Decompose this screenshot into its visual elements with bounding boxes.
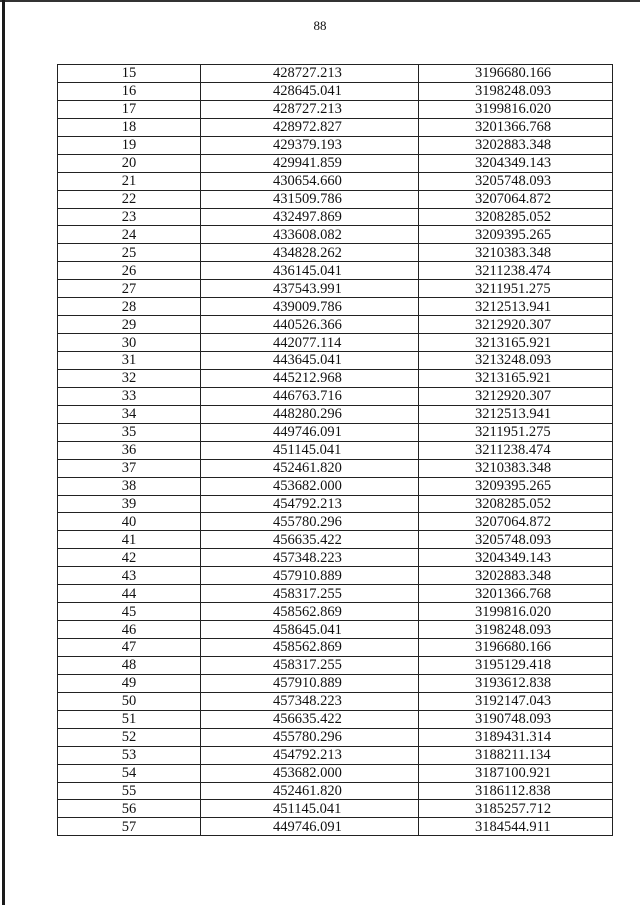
- table-row: [58, 782, 613, 800]
- y-coordinate-cell: 3201366.768: [419, 118, 613, 136]
- table-row: [58, 136, 613, 154]
- table-row: [58, 549, 613, 567]
- y-coordinate-cell: 3204349.143: [419, 154, 613, 172]
- point-number-cell: 52: [58, 728, 201, 746]
- point-number-cell: 50: [58, 692, 201, 710]
- table-row: [58, 656, 613, 674]
- point-number-cell: 42: [58, 549, 201, 567]
- table-row: [58, 710, 613, 728]
- y-coordinate-cell: 3198248.093: [419, 82, 613, 100]
- table-row: [58, 190, 613, 208]
- y-coordinate-cell: 3199816.020: [419, 100, 613, 118]
- point-number-cell: 16: [58, 82, 201, 100]
- point-number-cell: 51: [58, 710, 201, 728]
- point-number-cell: 28: [58, 298, 201, 316]
- point-number-cell: 37: [58, 459, 201, 477]
- y-coordinate-cell: 3204349.143: [419, 549, 613, 567]
- x-coordinate-cell: 432497.869: [201, 208, 419, 226]
- y-coordinate-cell: 3212513.941: [419, 298, 613, 316]
- y-coordinate-cell: 3209395.265: [419, 226, 613, 244]
- point-number-cell: 47: [58, 639, 201, 657]
- point-number-cell: 34: [58, 405, 201, 423]
- table-row: [58, 208, 613, 226]
- y-coordinate-cell: 3210383.348: [419, 244, 613, 262]
- point-number-cell: 53: [58, 746, 201, 764]
- y-coordinate-cell: 3198248.093: [419, 621, 613, 639]
- x-coordinate-cell: 458645.041: [201, 621, 419, 639]
- x-coordinate-cell: 454792.213: [201, 495, 419, 513]
- y-coordinate-cell: 3199816.020: [419, 603, 613, 621]
- y-coordinate-cell: 3185257.712: [419, 800, 613, 818]
- point-number-cell: 25: [58, 244, 201, 262]
- x-coordinate-cell: 437543.991: [201, 280, 419, 298]
- point-number-cell: 19: [58, 136, 201, 154]
- x-coordinate-cell: 457910.889: [201, 567, 419, 585]
- x-coordinate-cell: 457348.223: [201, 692, 419, 710]
- y-coordinate-cell: 3196680.166: [419, 65, 613, 83]
- table-row: [58, 172, 613, 190]
- y-coordinate-cell: 3213165.921: [419, 369, 613, 387]
- top-border-line: [0, 0, 640, 2]
- table-row: [58, 495, 613, 513]
- x-coordinate-cell: 457348.223: [201, 549, 419, 567]
- y-coordinate-cell: 3211951.275: [419, 423, 613, 441]
- x-coordinate-cell: 456635.422: [201, 531, 419, 549]
- point-number-cell: 15: [58, 65, 201, 83]
- point-number-cell: 24: [58, 226, 201, 244]
- table-row: [58, 280, 613, 298]
- point-number-cell: 39: [58, 495, 201, 513]
- y-coordinate-cell: 3208285.052: [419, 208, 613, 226]
- point-number-cell: 30: [58, 334, 201, 352]
- x-coordinate-cell: 446763.716: [201, 387, 419, 405]
- coordinates-table-body: [58, 65, 613, 836]
- table-row: [58, 405, 613, 423]
- table-row: [58, 316, 613, 334]
- table-row: [58, 298, 613, 316]
- y-coordinate-cell: 3193612.838: [419, 674, 613, 692]
- point-number-cell: 27: [58, 280, 201, 298]
- coordinates-table: [57, 64, 613, 836]
- table-row: [58, 154, 613, 172]
- x-coordinate-cell: 455780.296: [201, 728, 419, 746]
- y-coordinate-cell: 3205748.093: [419, 172, 613, 190]
- table-row: [58, 441, 613, 459]
- table-row: [58, 100, 613, 118]
- x-coordinate-cell: 439009.786: [201, 298, 419, 316]
- point-number-cell: 48: [58, 656, 201, 674]
- point-number-cell: 57: [58, 818, 201, 836]
- point-number-cell: 49: [58, 674, 201, 692]
- point-number-cell: 46: [58, 621, 201, 639]
- table-row: [58, 674, 613, 692]
- y-coordinate-cell: 3208285.052: [419, 495, 613, 513]
- table-row: [58, 567, 613, 585]
- x-coordinate-cell: 428727.213: [201, 100, 419, 118]
- table-row: [58, 621, 613, 639]
- x-coordinate-cell: 458317.255: [201, 656, 419, 674]
- y-coordinate-cell: 3192147.043: [419, 692, 613, 710]
- y-coordinate-cell: 3196680.166: [419, 639, 613, 657]
- y-coordinate-cell: 3212513.941: [419, 405, 613, 423]
- table-row: [58, 800, 613, 818]
- table-row: [58, 352, 613, 370]
- x-coordinate-cell: 452461.820: [201, 459, 419, 477]
- table-row: [58, 692, 613, 710]
- point-number-cell: 17: [58, 100, 201, 118]
- table-row: [58, 334, 613, 352]
- table-row: [58, 387, 613, 405]
- x-coordinate-cell: 434828.262: [201, 244, 419, 262]
- table-row: [58, 423, 613, 441]
- y-coordinate-cell: 3211238.474: [419, 262, 613, 280]
- point-number-cell: 20: [58, 154, 201, 172]
- x-coordinate-cell: 449746.091: [201, 818, 419, 836]
- x-coordinate-cell: 451145.041: [201, 441, 419, 459]
- point-number-cell: 56: [58, 800, 201, 818]
- table-row: [58, 746, 613, 764]
- x-coordinate-cell: 428972.827: [201, 118, 419, 136]
- point-number-cell: 44: [58, 585, 201, 603]
- left-border-line: [2, 0, 5, 905]
- x-coordinate-cell: 433608.082: [201, 226, 419, 244]
- point-number-cell: 22: [58, 190, 201, 208]
- x-coordinate-cell: 455780.296: [201, 513, 419, 531]
- y-coordinate-cell: 3187100.921: [419, 764, 613, 782]
- table-row: [58, 603, 613, 621]
- x-coordinate-cell: 442077.114: [201, 334, 419, 352]
- y-coordinate-cell: 3202883.348: [419, 136, 613, 154]
- y-coordinate-cell: 3207064.872: [419, 190, 613, 208]
- x-coordinate-cell: 457910.889: [201, 674, 419, 692]
- y-coordinate-cell: 3212920.307: [419, 387, 613, 405]
- x-coordinate-cell: 454792.213: [201, 746, 419, 764]
- point-number-cell: 32: [58, 369, 201, 387]
- table-row: [58, 513, 613, 531]
- x-coordinate-cell: 453682.000: [201, 477, 419, 495]
- table-row: [58, 262, 613, 280]
- table-row: [58, 818, 613, 836]
- point-number-cell: 21: [58, 172, 201, 190]
- y-coordinate-cell: 3207064.872: [419, 513, 613, 531]
- x-coordinate-cell: 429379.193: [201, 136, 419, 154]
- y-coordinate-cell: 3190748.093: [419, 710, 613, 728]
- point-number-cell: 33: [58, 387, 201, 405]
- x-coordinate-cell: 428645.041: [201, 82, 419, 100]
- y-coordinate-cell: 3211951.275: [419, 280, 613, 298]
- table-row: [58, 728, 613, 746]
- x-coordinate-cell: 458562.869: [201, 603, 419, 621]
- page-number: 88: [313, 18, 327, 33]
- x-coordinate-cell: 451145.041: [201, 800, 419, 818]
- y-coordinate-cell: 3210383.348: [419, 459, 613, 477]
- table-row: [58, 531, 613, 549]
- y-coordinate-cell: 3209395.265: [419, 477, 613, 495]
- table-row: [58, 459, 613, 477]
- table-row: [58, 639, 613, 657]
- x-coordinate-cell: 452461.820: [201, 782, 419, 800]
- y-coordinate-cell: 3212920.307: [419, 316, 613, 334]
- y-coordinate-cell: 3202883.348: [419, 567, 613, 585]
- x-coordinate-cell: 436145.041: [201, 262, 419, 280]
- point-number-cell: 31: [58, 352, 201, 370]
- x-coordinate-cell: 445212.968: [201, 369, 419, 387]
- x-coordinate-cell: 443645.041: [201, 352, 419, 370]
- table-row: [58, 764, 613, 782]
- x-coordinate-cell: 440526.366: [201, 316, 419, 334]
- point-number-cell: 45: [58, 603, 201, 621]
- y-coordinate-cell: 3189431.314: [419, 728, 613, 746]
- point-number-cell: 41: [58, 531, 201, 549]
- x-coordinate-cell: 431509.786: [201, 190, 419, 208]
- point-number-cell: 35: [58, 423, 201, 441]
- x-coordinate-cell: 448280.296: [201, 405, 419, 423]
- table-row: [58, 226, 613, 244]
- y-coordinate-cell: 3201366.768: [419, 585, 613, 603]
- table-row: [58, 477, 613, 495]
- y-coordinate-cell: 3213165.921: [419, 334, 613, 352]
- point-number-cell: 40: [58, 513, 201, 531]
- y-coordinate-cell: 3195129.418: [419, 656, 613, 674]
- y-coordinate-cell: 3184544.911: [419, 818, 613, 836]
- point-number-cell: 18: [58, 118, 201, 136]
- y-coordinate-cell: 3186112.838: [419, 782, 613, 800]
- table-row: [58, 244, 613, 262]
- x-coordinate-cell: 456635.422: [201, 710, 419, 728]
- x-coordinate-cell: 453682.000: [201, 764, 419, 782]
- y-coordinate-cell: 3188211.134: [419, 746, 613, 764]
- point-number-cell: 54: [58, 764, 201, 782]
- x-coordinate-cell: 428727.213: [201, 65, 419, 83]
- table-row: [58, 82, 613, 100]
- x-coordinate-cell: 458317.255: [201, 585, 419, 603]
- point-number-cell: 36: [58, 441, 201, 459]
- point-number-cell: 23: [58, 208, 201, 226]
- x-coordinate-cell: 458562.869: [201, 639, 419, 657]
- point-number-cell: 43: [58, 567, 201, 585]
- point-number-cell: 29: [58, 316, 201, 334]
- table-row: [58, 369, 613, 387]
- point-number-cell: 55: [58, 782, 201, 800]
- point-number-cell: 26: [58, 262, 201, 280]
- point-number-cell: 38: [58, 477, 201, 495]
- x-coordinate-cell: 429941.859: [201, 154, 419, 172]
- table-row: [58, 65, 613, 83]
- x-coordinate-cell: 430654.660: [201, 172, 419, 190]
- table-row: [58, 585, 613, 603]
- y-coordinate-cell: 3211238.474: [419, 441, 613, 459]
- table-row: [58, 118, 613, 136]
- y-coordinate-cell: 3213248.093: [419, 352, 613, 370]
- y-coordinate-cell: 3205748.093: [419, 531, 613, 549]
- x-coordinate-cell: 449746.091: [201, 423, 419, 441]
